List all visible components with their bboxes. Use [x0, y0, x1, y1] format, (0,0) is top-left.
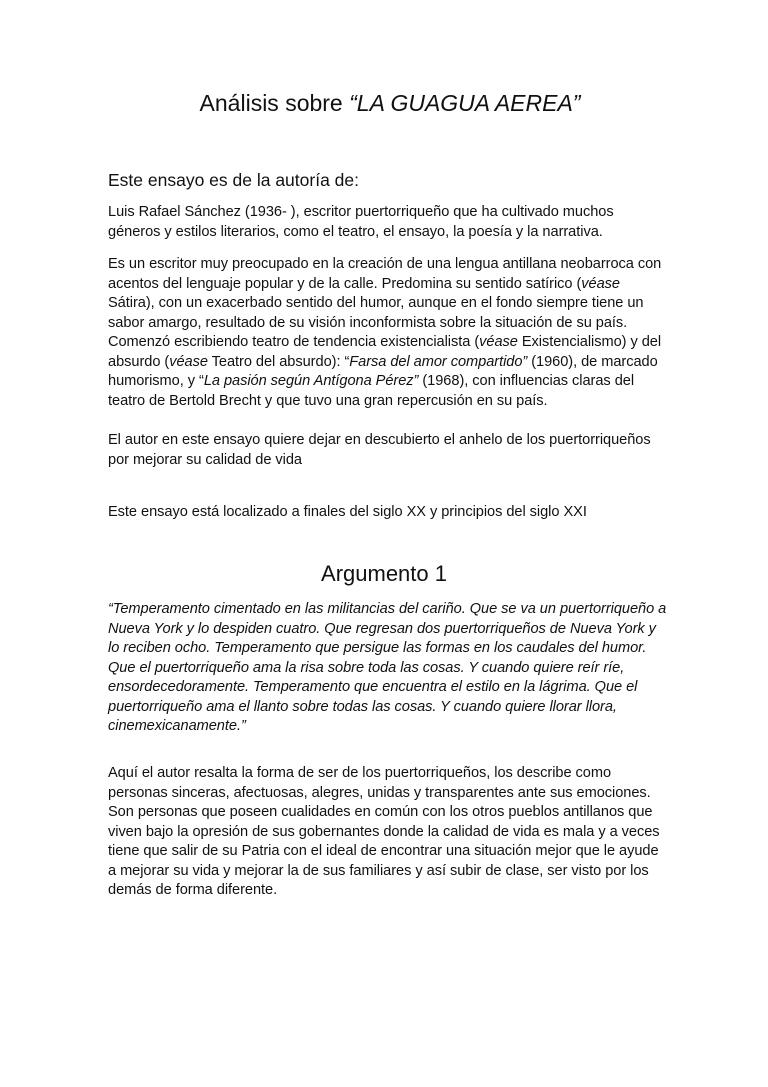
- title-quoted: “LA GUAGUA AEREA”: [349, 90, 581, 116]
- bio-italic-2: véase: [479, 334, 518, 350]
- bio-text-3: Existencialismo) y del absurdo (: [108, 334, 662, 370]
- bio-italic-5: La pasión según Antígona Pérez”: [203, 373, 419, 389]
- biography-paragraph: [108, 255, 668, 411]
- bio-text-1: Es un escritor muy preocupado en la creación de una lengua antillana neobarroca con acentos del lenguaje popular y de la calle. Predomina su sentido satírico (: [108, 256, 662, 292]
- bio-italic-4: Farsa del amor compartido”: [349, 353, 528, 370]
- title-prefix: Análisis sobre: [199, 90, 350, 116]
- purpose-paragraph: El autor en este ensayo quiere dejar en descubierto el anhelo de los puertorriqueños por mejorar su calidad de vida: [108, 432, 651, 468]
- document-title: [0, 88, 768, 118]
- bio-text-2: Sátira), con un exacerbado sentido del humor, aunque en el fondo siempre tiene un sabor amargo, resultado de su visión inconformista sobre la situación de su país. Comenzó escribiendo teatro de tendencia existencialista (: [108, 295, 644, 350]
- quote-paragraph: “Temperamento cimentado en las militancias del cariño. Que se va un puertorriqueño a Nueva York y lo despiden cuatro. Que regresan dos puertorriqueños de Nueva York y lo reciben ocho. Temperamento que persigue las formas en los caudales del humor. Que el puertorriqueño ama la risa sobre toda las cosas. Y cuando quiere reír ríe, ensordecedoramente. Temperamento que encuentra el estilo en la lágrima. Que el puertorriqueño ama el llanto sobre todas las cosas. Y cuando quiere llorar llora, cinemexicanamente.”: [108, 601, 667, 734]
- bio-italic-1: véase: [581, 275, 620, 292]
- bio-text-5: (1960), de marcado humorismo, y “: [108, 353, 658, 389]
- section-heading: Argumento 1: [321, 561, 447, 586]
- location-paragraph: Este ensayo está localizado a finales del siglo XX y principios del siglo XXI: [108, 504, 587, 520]
- analysis-paragraph: Aquí el autor resalta la forma de ser de los puertorriqueños, los describe como personas sinceras, afectuosas, alegres, unidas y transparentes ante sus emociones. Son personas que poseen cualidades en común con los otros pueblos antillanos que viven bajo la opresión de sus gobernantes donde la calidad de vida es mala y a veces tiene que salir de su Patria con el ideal de encontrar una situación mejor que le ayude a mejorar su vida y mejorar la de sus familiares y así subir de clase, ser visto por los demás de forma diferente.: [108, 765, 660, 898]
- author-paragraph: Luis Rafael Sánchez (1936- ), escritor puertorriqueño que ha cultivado muchos géneros y estilos literarios, como el teatro, el ensayo, la poesía y la narrativa.: [108, 204, 614, 240]
- bio-text-6: (1968), con influencias claras del teatro de Bertold Brecht y que tuvo una gran repercusión en su país.: [108, 373, 635, 409]
- bio-italic-3: véase: [169, 353, 208, 370]
- intro-line: Este ensayo es de la autoría de:: [108, 170, 359, 190]
- bio-text-4: Teatro del absurdo): “: [207, 353, 350, 370]
